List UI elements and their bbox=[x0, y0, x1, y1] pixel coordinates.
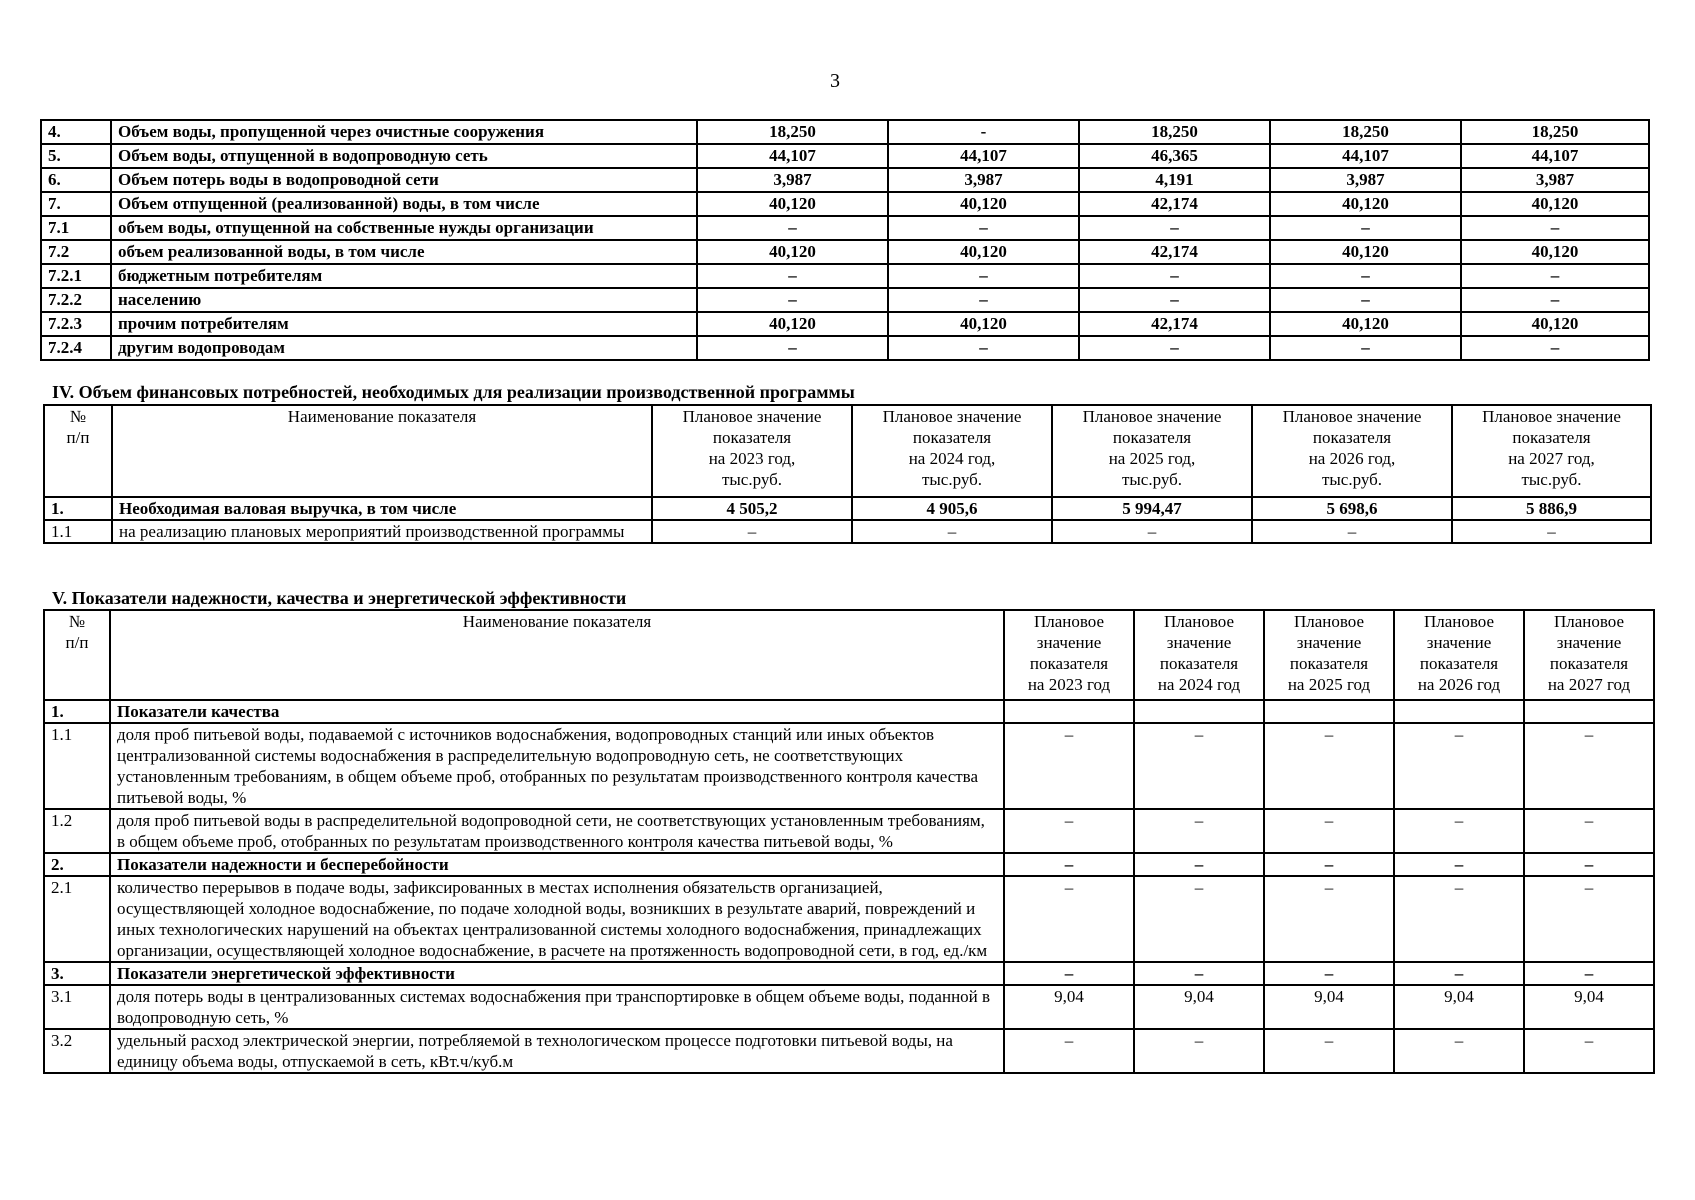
value-cell: – bbox=[1079, 336, 1270, 360]
value-cell: – bbox=[1004, 876, 1134, 962]
value-cell: – bbox=[1270, 336, 1461, 360]
value-cell: – bbox=[1394, 809, 1524, 853]
indicator-name: на реализацию плановых мероприятий производственной программы bbox=[112, 520, 652, 543]
value-cell: 18,250 bbox=[1079, 120, 1270, 144]
header-2025: Плановое значение показателя на 2025 год bbox=[1264, 610, 1394, 700]
indicator-name: доля проб питьевой воды, подаваемой с источников водоснабжения, водопроводных станций или иных объектов централизованной системы водоснабжения в распределительную водопроводную сеть, не соответствующих установленным требованиям, в общем объеме проб, отобранных по результатам производственного контроля качества питьевой воды, % bbox=[110, 723, 1004, 809]
row-number: 2. bbox=[44, 853, 110, 876]
row-number: 7.2.2 bbox=[41, 288, 111, 312]
indicator-name: бюджетным потребителям bbox=[111, 264, 697, 288]
row-number: 6. bbox=[41, 168, 111, 192]
header-num: № п/п bbox=[44, 405, 112, 497]
indicator-name: прочим потребителям bbox=[111, 312, 697, 336]
value-cell: – bbox=[1394, 723, 1524, 809]
value-cell: 40,120 bbox=[1270, 240, 1461, 264]
financial-needs-table-body bbox=[44, 497, 1651, 543]
value-cell: – bbox=[1134, 809, 1264, 853]
table-row bbox=[41, 240, 1649, 264]
value-cell: – bbox=[1461, 336, 1649, 360]
value-cell: 9,04 bbox=[1134, 985, 1264, 1029]
row-number: 7.2.3 bbox=[41, 312, 111, 336]
value-cell: – bbox=[1394, 1029, 1524, 1073]
value-cell: 9,04 bbox=[1394, 985, 1524, 1029]
value-cell: – bbox=[1264, 876, 1394, 962]
table-header-row bbox=[44, 405, 1651, 497]
value-cell: – bbox=[1394, 853, 1524, 876]
value-cell: 40,120 bbox=[1270, 192, 1461, 216]
value-cell: – bbox=[888, 288, 1079, 312]
table-row bbox=[44, 723, 1654, 809]
value-cell bbox=[1394, 700, 1524, 723]
table-row bbox=[44, 1029, 1654, 1073]
value-cell: 9,04 bbox=[1004, 985, 1134, 1029]
row-number: 1. bbox=[44, 700, 110, 723]
header-2026: Плановое значение показателя на 2026 год, тыс.руб. bbox=[1252, 405, 1452, 497]
indicator-name: доля потерь воды в централизованных системах водоснабжения при транспортировке в общем объеме воды, поданной в водопроводную сеть, % bbox=[110, 985, 1004, 1029]
row-number: 7. bbox=[41, 192, 111, 216]
value-cell: – bbox=[888, 264, 1079, 288]
value-cell: 40,120 bbox=[697, 192, 888, 216]
row-number: 1. bbox=[44, 497, 112, 520]
value-cell: 3,987 bbox=[697, 168, 888, 192]
value-cell: – bbox=[1452, 520, 1651, 543]
value-cell: – bbox=[888, 216, 1079, 240]
value-cell: – bbox=[1134, 853, 1264, 876]
row-number: 3. bbox=[44, 962, 110, 985]
value-cell bbox=[1524, 700, 1654, 723]
value-cell: – bbox=[1252, 520, 1452, 543]
table-row bbox=[44, 876, 1654, 962]
value-cell: – bbox=[1524, 853, 1654, 876]
value-cell: 4 905,6 bbox=[852, 497, 1052, 520]
row-number: 7.2.4 bbox=[41, 336, 111, 360]
value-cell: – bbox=[1004, 1029, 1134, 1073]
table-row bbox=[44, 497, 1651, 520]
value-cell: – bbox=[1461, 216, 1649, 240]
row-number: 5. bbox=[41, 144, 111, 168]
value-cell: – bbox=[1524, 1029, 1654, 1073]
value-cell: – bbox=[852, 520, 1052, 543]
reliability-quality-table-body bbox=[44, 700, 1654, 1073]
header-2027: Плановое значение показателя на 2027 год, тыс.руб. bbox=[1452, 405, 1651, 497]
indicator-name: объем реализованной воды, в том числе bbox=[111, 240, 697, 264]
value-cell: 18,250 bbox=[1461, 120, 1649, 144]
value-cell: – bbox=[1461, 288, 1649, 312]
table-row bbox=[44, 809, 1654, 853]
value-cell: 46,365 bbox=[1079, 144, 1270, 168]
section-4-title: IV. Объем финансовых потребностей, необходимых для реализации производственной программы bbox=[52, 382, 855, 402]
table-row bbox=[41, 192, 1649, 216]
value-cell: 5 994,47 bbox=[1052, 497, 1252, 520]
value-cell: 4,191 bbox=[1079, 168, 1270, 192]
indicator-name: Показатели надежности и бесперебойности bbox=[110, 853, 1004, 876]
table-row bbox=[41, 216, 1649, 240]
indicator-name: Объем отпущенной (реализованной) воды, в том числе bbox=[111, 192, 697, 216]
table-row bbox=[44, 700, 1654, 723]
value-cell: – bbox=[1004, 723, 1134, 809]
value-cell: – bbox=[652, 520, 852, 543]
value-cell: 40,120 bbox=[1461, 192, 1649, 216]
value-cell: – bbox=[1079, 264, 1270, 288]
value-cell: – bbox=[697, 336, 888, 360]
value-cell: – bbox=[697, 216, 888, 240]
value-cell: – bbox=[1134, 1029, 1264, 1073]
value-cell: – bbox=[888, 336, 1079, 360]
value-cell: 40,120 bbox=[697, 240, 888, 264]
value-cell: 40,120 bbox=[888, 192, 1079, 216]
value-cell: 5 698,6 bbox=[1252, 497, 1452, 520]
row-number: 1.1 bbox=[44, 723, 110, 809]
financial-needs-table bbox=[43, 404, 1652, 544]
value-cell: – bbox=[1270, 264, 1461, 288]
value-cell: – bbox=[1004, 809, 1134, 853]
row-number: 1.1 bbox=[44, 520, 112, 543]
value-cell: - bbox=[888, 120, 1079, 144]
value-cell: – bbox=[1264, 853, 1394, 876]
indicator-name: Необходимая валовая выручка, в том числе bbox=[112, 497, 652, 520]
value-cell: – bbox=[1524, 723, 1654, 809]
indicator-name: Объем воды, отпущенной в водопроводную сеть bbox=[111, 144, 697, 168]
value-cell: – bbox=[1052, 520, 1252, 543]
value-cell: 3,987 bbox=[888, 168, 1079, 192]
header-2023: Плановое значение показателя на 2023 год bbox=[1004, 610, 1134, 700]
section-5-title: V. Показатели надежности, качества и энергетической эффективности bbox=[52, 588, 627, 608]
header-2025: Плановое значение показателя на 2025 год, тыс.руб. bbox=[1052, 405, 1252, 497]
header-name: Наименование показателя bbox=[110, 610, 1004, 700]
value-cell: – bbox=[1394, 876, 1524, 962]
value-cell: 3,987 bbox=[1270, 168, 1461, 192]
value-cell: – bbox=[1079, 288, 1270, 312]
value-cell: 44,107 bbox=[888, 144, 1079, 168]
row-number: 2.1 bbox=[44, 876, 110, 962]
value-cell: 9,04 bbox=[1524, 985, 1654, 1029]
row-number: 4. bbox=[41, 120, 111, 144]
page-number: 3 bbox=[830, 70, 840, 92]
indicator-name: Объем воды, пропущенной через очистные сооружения bbox=[111, 120, 697, 144]
value-cell: 40,120 bbox=[888, 312, 1079, 336]
value-cell: – bbox=[1004, 962, 1134, 985]
indicator-name: количество перерывов в подаче воды, зафиксированных в местах исполнения обязательств организацией, осуществляющей холодное водоснабжение, по подаче холодной воды, возникших в результате аварий, повреждений и иных технологических нарушений на объектах централизованной системы холодного водоснабжения, принадлежащих организации, осуществляющей холодное водоснабжение, в расчете на протяженность водопроводной сети, в год, ед./км bbox=[110, 876, 1004, 962]
table-row bbox=[41, 336, 1649, 360]
row-number: 7.2 bbox=[41, 240, 111, 264]
value-cell: 42,174 bbox=[1079, 312, 1270, 336]
value-cell: – bbox=[1524, 962, 1654, 985]
value-cell: – bbox=[1270, 216, 1461, 240]
indicator-name: населению bbox=[111, 288, 697, 312]
value-cell: 3,987 bbox=[1461, 168, 1649, 192]
value-cell: – bbox=[1524, 876, 1654, 962]
value-cell: 40,120 bbox=[1270, 312, 1461, 336]
row-number: 1.2 bbox=[44, 809, 110, 853]
value-cell: – bbox=[1134, 723, 1264, 809]
table-row bbox=[44, 962, 1654, 985]
indicator-name: Показатели качества bbox=[110, 700, 1004, 723]
value-cell: – bbox=[1134, 962, 1264, 985]
value-cell: – bbox=[1524, 809, 1654, 853]
value-cell: – bbox=[697, 288, 888, 312]
table-row bbox=[41, 168, 1649, 192]
header-name: Наименование показателя bbox=[112, 405, 652, 497]
value-cell: – bbox=[1264, 1029, 1394, 1073]
header-2023: Плановое значение показателя на 2023 год, тыс.руб. bbox=[652, 405, 852, 497]
value-cell: – bbox=[1264, 809, 1394, 853]
value-cell bbox=[1264, 700, 1394, 723]
value-cell: 18,250 bbox=[697, 120, 888, 144]
value-cell: – bbox=[1004, 853, 1134, 876]
value-cell: 44,107 bbox=[1461, 144, 1649, 168]
header-2027: Плановое значение показателя на 2027 год bbox=[1524, 610, 1654, 700]
value-cell: 40,120 bbox=[1461, 312, 1649, 336]
row-number: 7.1 bbox=[41, 216, 111, 240]
value-cell: – bbox=[1134, 876, 1264, 962]
water-volume-table-body bbox=[41, 120, 1649, 360]
header-2024: Плановое значение показателя на 2024 год bbox=[1134, 610, 1264, 700]
row-number: 7.2.1 bbox=[41, 264, 111, 288]
value-cell: 42,174 bbox=[1079, 192, 1270, 216]
value-cell: 40,120 bbox=[697, 312, 888, 336]
value-cell bbox=[1004, 700, 1134, 723]
row-number: 3.1 bbox=[44, 985, 110, 1029]
header-2024: Плановое значение показателя на 2024 год, тыс.руб. bbox=[852, 405, 1052, 497]
table-row bbox=[41, 288, 1649, 312]
value-cell: 44,107 bbox=[697, 144, 888, 168]
value-cell: 18,250 bbox=[1270, 120, 1461, 144]
table-row bbox=[41, 144, 1649, 168]
indicator-name: объем воды, отпущенной на собственные нужды организации bbox=[111, 216, 697, 240]
value-cell: 9,04 bbox=[1264, 985, 1394, 1029]
value-cell: 40,120 bbox=[1461, 240, 1649, 264]
value-cell: 4 505,2 bbox=[652, 497, 852, 520]
table-row bbox=[41, 312, 1649, 336]
value-cell: – bbox=[1461, 264, 1649, 288]
value-cell: 44,107 bbox=[1270, 144, 1461, 168]
header-2026: Плановое значение показателя на 2026 год bbox=[1394, 610, 1524, 700]
value-cell: – bbox=[1079, 216, 1270, 240]
value-cell: – bbox=[1264, 962, 1394, 985]
indicator-name: другим водопроводам bbox=[111, 336, 697, 360]
value-cell bbox=[1134, 700, 1264, 723]
value-cell: – bbox=[1394, 962, 1524, 985]
value-cell: 5 886,9 bbox=[1452, 497, 1651, 520]
value-cell: – bbox=[697, 264, 888, 288]
water-volume-table bbox=[40, 119, 1650, 361]
table-row bbox=[41, 120, 1649, 144]
indicator-name: Объем потерь воды в водопроводной сети bbox=[111, 168, 697, 192]
indicator-name: удельный расход электрической энергии, потребляемой в технологическом процессе подготовки питьевой воды, на единицу объема воды, отпускаемой в сеть, кВт.ч/куб.м bbox=[110, 1029, 1004, 1073]
value-cell: 42,174 bbox=[1079, 240, 1270, 264]
value-cell: – bbox=[1270, 288, 1461, 312]
reliability-quality-table bbox=[43, 609, 1655, 1074]
indicator-name: Показатели энергетической эффективности bbox=[110, 962, 1004, 985]
header-num: № п/п bbox=[44, 610, 110, 700]
table-row bbox=[44, 520, 1651, 543]
table-row bbox=[44, 985, 1654, 1029]
table-row bbox=[41, 264, 1649, 288]
table-header-row bbox=[44, 610, 1654, 700]
indicator-name: доля проб питьевой воды в распределительной водопроводной сети, не соответствующих установленным требованиям, в общем объеме проб, отобранных по результатам производственного контроля качества питьевой воды, % bbox=[110, 809, 1004, 853]
table-row bbox=[44, 853, 1654, 876]
value-cell: – bbox=[1264, 723, 1394, 809]
value-cell: 40,120 bbox=[888, 240, 1079, 264]
row-number: 3.2 bbox=[44, 1029, 110, 1073]
